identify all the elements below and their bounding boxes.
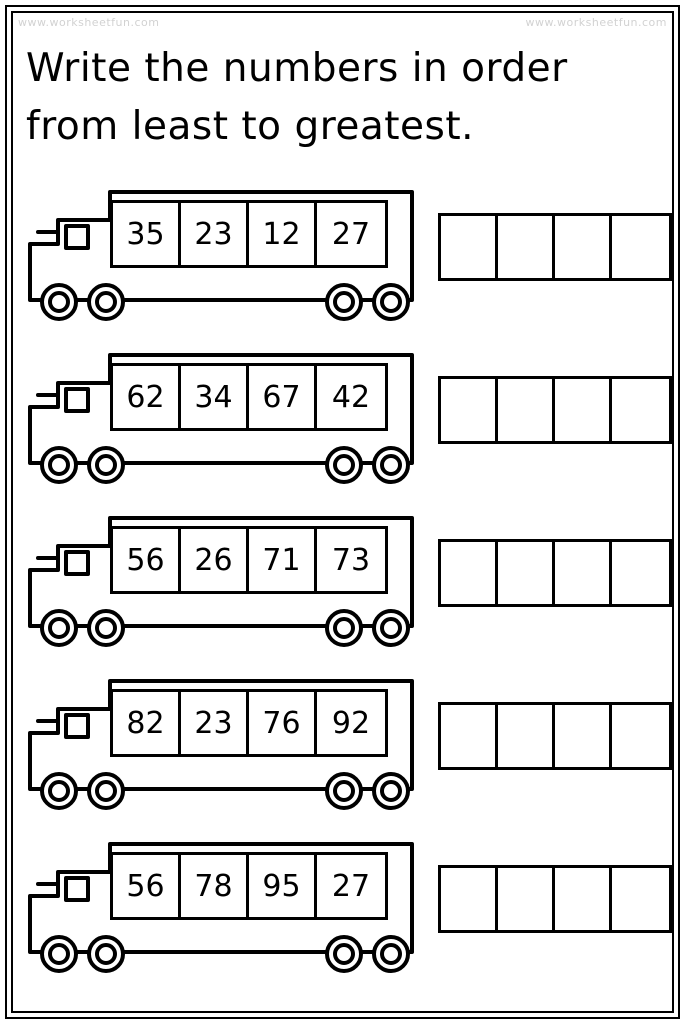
number-cell: 27 (331, 868, 371, 904)
number-cell: 76 (249, 692, 317, 754)
number-cell: 62 (113, 366, 181, 428)
number-cell: 67 (249, 366, 317, 428)
answer-box[interactable] (555, 542, 612, 604)
page-title: Write the numbers in order from least to greatest. (26, 46, 568, 149)
number-cell: 78 (181, 855, 249, 917)
number-cell: 95 (249, 855, 317, 917)
answer-box[interactable] (612, 868, 669, 930)
number-cell: 56 (113, 855, 181, 917)
number-cell: 92 (331, 705, 371, 741)
number-cell: 73 (331, 542, 371, 578)
answer-box[interactable] (498, 868, 555, 930)
answer-strip[interactable] (438, 376, 672, 444)
number-cell: 35 (113, 203, 181, 265)
problem-row (0, 834, 685, 997)
problem-row (0, 345, 685, 508)
answer-box[interactable] (555, 868, 612, 930)
number-cell: 56 (113, 529, 181, 591)
number-strip (110, 526, 388, 594)
problem-list (0, 182, 685, 997)
number-strip (110, 363, 388, 431)
watermark-left: www.worksheetfun.com (18, 16, 160, 29)
answer-box[interactable] (555, 216, 612, 278)
answer-box[interactable] (441, 216, 498, 278)
answer-box[interactable] (555, 379, 612, 441)
number-strip (110, 689, 388, 757)
number-cell: 23 (181, 203, 249, 265)
answer-box[interactable] (441, 868, 498, 930)
number-cell: 34 (181, 366, 249, 428)
answer-box[interactable] (498, 542, 555, 604)
answer-box[interactable] (441, 379, 498, 441)
number-cell: 71 (249, 529, 317, 591)
answer-strip[interactable] (438, 539, 672, 607)
answer-box[interactable] (612, 705, 669, 767)
answer-box[interactable] (612, 542, 669, 604)
answer-box[interactable] (612, 379, 669, 441)
number-cell: 42 (331, 379, 371, 415)
answer-box[interactable] (498, 705, 555, 767)
number-strip (110, 852, 388, 920)
answer-box[interactable] (555, 705, 612, 767)
answer-box[interactable] (441, 705, 498, 767)
number-cell: 23 (181, 692, 249, 754)
answer-strip[interactable] (438, 213, 672, 281)
answer-box[interactable] (441, 542, 498, 604)
number-cell: 82 (113, 692, 181, 754)
answer-box[interactable] (612, 216, 669, 278)
problem-row (0, 671, 685, 834)
answer-box[interactable] (498, 379, 555, 441)
problem-row (0, 508, 685, 671)
watermark-right: www.worksheetfun.com (525, 16, 667, 29)
number-cell: 27 (331, 216, 371, 252)
answer-strip[interactable] (438, 702, 672, 770)
problem-row (0, 182, 685, 345)
number-cell: 26 (181, 529, 249, 591)
answer-box[interactable] (498, 216, 555, 278)
number-strip (110, 200, 388, 268)
answer-strip[interactable] (438, 865, 672, 933)
number-cell: 12 (249, 203, 317, 265)
